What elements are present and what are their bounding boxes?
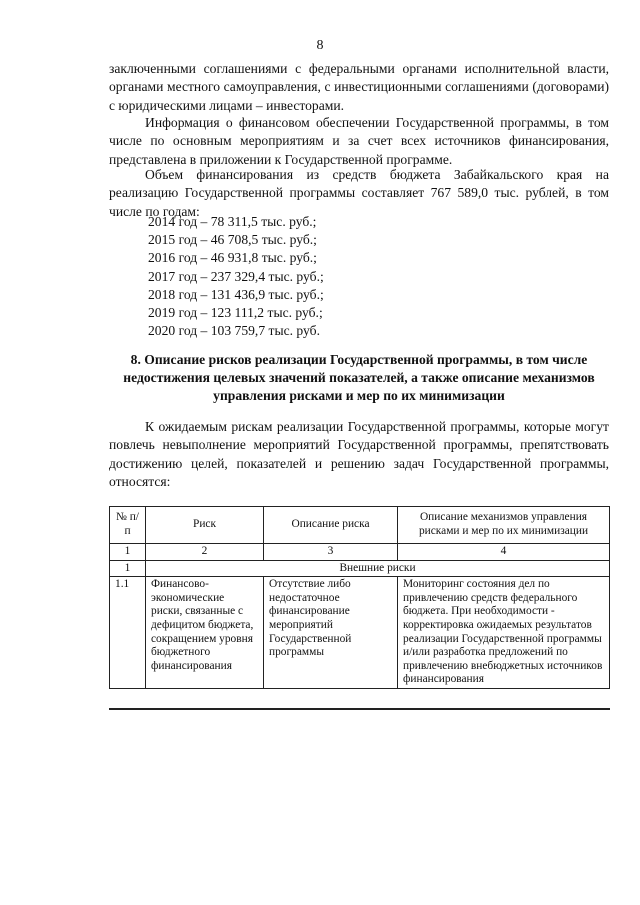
funding-year-item: 2018 год – 131 436,9 тыс. руб.; (148, 286, 324, 302)
header-risk: Риск (146, 507, 264, 544)
column-number: 3 (264, 544, 398, 561)
table-column-numbers-row (110, 544, 610, 561)
paragraph-agreements: заключенными соглашениями с федеральными органами исполнительной власти, органами местного самоуправления, с инвестиционными соглашениями (договорами) с юридическими лицами – инвесторами. (109, 61, 609, 113)
paragraph-funding-volume: Объем финансирования из средств бюджета Забайкальского края на реализацию Государственной программы составляет 767 589,0 тыс. рублей, в том числе по годам: (109, 167, 609, 219)
funding-year-item: 2017 год – 237 329,4 тыс. руб.; (148, 268, 324, 284)
column-number: 1 (110, 544, 146, 561)
header-risk-description: Описание риска (264, 507, 398, 544)
page-number: 8 (316, 38, 324, 53)
section-heading: 8. Описание рисков реализации Государственной программы, в том числе недостижения целевых значений показателей, а также описание механизмов управления рисками и мер по их минимизации (123, 352, 595, 403)
table-bottom-rule (109, 708, 610, 710)
row-mitigation: Мониторинг состояния дел по привлечению средств федерального бюджета. При необходимости - корректировка ожидаемых результатов реализации Государственной программы и/или разработка предложений по привлечению внебюджетных источников финансирования (398, 577, 610, 689)
paragraph-financing-info: Информация о финансовом обеспечении Государственной программы, в том числе по основным мероприятиям и за счет всех источников финансирования, представлена в приложении к Государственной программе. (109, 115, 609, 167)
table-row (110, 577, 610, 689)
group-label: Внешние риски (146, 560, 610, 577)
row-number: 1.1 (110, 577, 146, 689)
table-header-row (110, 507, 610, 544)
column-number: 2 (146, 544, 264, 561)
funding-by-year-list (148, 213, 324, 340)
table-group-row (110, 560, 610, 577)
funding-year-item: 2016 год – 46 931,8 тыс. руб.; (148, 250, 317, 266)
risks-table (109, 506, 610, 689)
group-number: 1 (110, 560, 146, 577)
header-mitigation: Описание механизмов управления рисками и мер по их минимизации (398, 507, 610, 544)
column-number: 4 (398, 544, 610, 561)
header-number: № п/п (110, 507, 146, 544)
funding-year-item: 2015 год – 46 708,5 тыс. руб.; (148, 232, 317, 248)
row-description: Отсутствие либо недостаточное финансирование мероприятий Государственной программы (264, 577, 398, 689)
funding-year-item: 2020 год – 103 759,7 тыс. руб. (148, 323, 320, 339)
funding-year-item: 2014 год – 78 311,5 тыс. руб.; (148, 214, 317, 229)
row-risk: Финансово-экономические риски, связанные с дефицитом бюджета, сокращением уровня бюджетного финансирования (146, 577, 264, 689)
paragraph-risks-intro: К ожидаемым рискам реализации Государственной программы, которые могут повлечь невыполнение мероприятий Государственной программы, препятствовать достижению целей, показателей и решению задач Государственной программы, относятся: (109, 419, 609, 490)
funding-year-item: 2019 год – 123 111,2 тыс. руб.; (148, 305, 323, 321)
